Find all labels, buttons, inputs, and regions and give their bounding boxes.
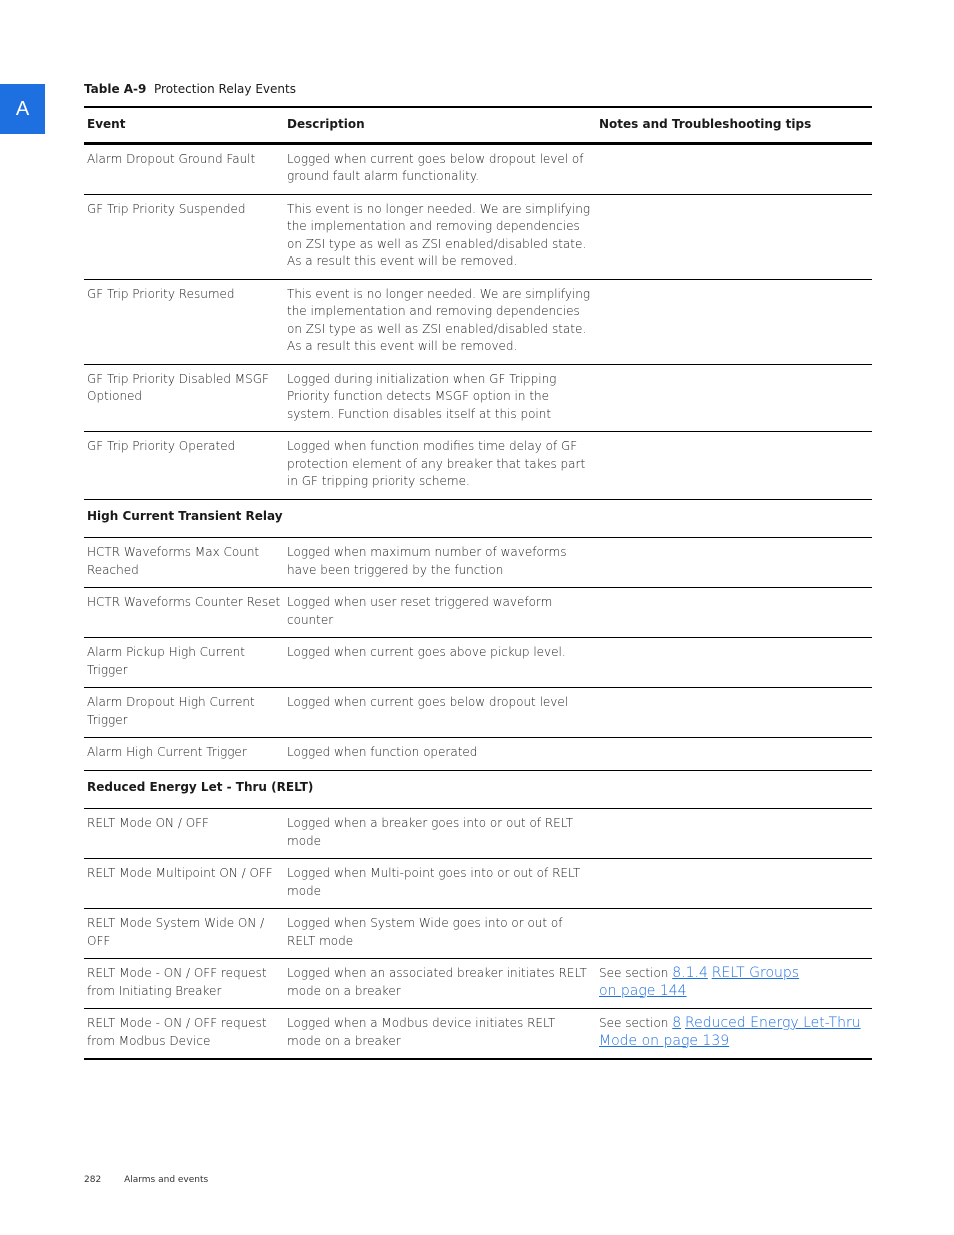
notes-prefix: See section <box>599 1016 669 1030</box>
table-caption <box>84 81 296 97</box>
description-cell: Logged when a breaker goes into or out of RELT mode <box>287 816 574 848</box>
description-cell: Logged when maximum number of waveforms have been triggered by the function <box>287 545 567 577</box>
event-cell: GF Trip Priority Disabled MSGF Optioned <box>87 371 269 403</box>
description-cell: This event is no longer needed. We are simplifying the implementation and removing dependencies on ZSI type as well as ZSI enabled/disabled state. As a result this event will be removed. <box>287 201 591 268</box>
event-cell: GF Trip Priority Suspended <box>87 201 246 216</box>
notes-cell <box>596 588 872 638</box>
section-title-link[interactable]: Reduced Energy Let-Thru <box>685 1015 861 1031</box>
notes-cell <box>596 738 872 771</box>
table-row <box>84 279 872 364</box>
table-header-row <box>84 107 872 143</box>
notes-cell <box>596 1009 872 1060</box>
notes-cell <box>596 688 872 738</box>
event-cell: Alarm Dropout Ground Fault <box>87 151 256 166</box>
notes-cell <box>596 909 872 959</box>
description-cell: Logged when Multi-point goes into or out of RELT mode <box>287 866 581 898</box>
event-cell: RELT Mode Multipoint ON / OFF <box>87 866 273 880</box>
description-cell: Logged when a Modbus device initiates RELT mode on a breaker <box>287 1016 556 1048</box>
table-row <box>84 588 872 638</box>
table-row <box>84 638 872 688</box>
event-cell: GF Trip Priority Operated <box>87 439 236 453</box>
event-cell: RELT Mode ON / OFF <box>87 816 209 830</box>
section-title-link[interactable]: RELT Groups <box>711 965 800 981</box>
table-row <box>84 738 872 771</box>
notes-cell <box>596 538 872 588</box>
notes-cell <box>596 432 872 500</box>
section-header-row <box>84 770 872 809</box>
event-cell: RELT Mode System Wide ON / OFF <box>87 916 265 948</box>
table-row <box>84 959 872 1009</box>
event-cell: HCTR Waveforms Max Count Reached <box>87 545 260 577</box>
table-row <box>84 909 872 959</box>
table-row <box>84 364 872 432</box>
section-number-link[interactable]: 8 <box>672 1015 682 1031</box>
header-event: Event <box>87 117 126 131</box>
description-cell: Logged when current goes below dropout level of ground fault alarm functionality. <box>287 151 584 183</box>
notes-cell <box>596 194 872 279</box>
notes-cell <box>596 279 872 364</box>
page-footer <box>84 1175 208 1185</box>
notes-cell <box>596 638 872 688</box>
description-cell: Logged when current goes below dropout level <box>287 695 569 709</box>
notes-cell <box>596 859 872 909</box>
notes-cell <box>596 809 872 859</box>
description-cell: Logged when user reset triggered waveform counter <box>287 595 553 627</box>
table-row <box>84 688 872 738</box>
notes-cell <box>596 959 872 1009</box>
table-caption-label: Table A-9 <box>84 82 147 96</box>
event-cell: RELT Mode - ON / OFF request from Modbus Device <box>87 1016 267 1048</box>
description-cell: This event is no longer needed. We are simplifying the implementation and removing dependencies on ZSI type as well as ZSI enabled/disabled state. As a result this event will be removed. <box>287 286 591 353</box>
header-description: Description <box>287 117 365 131</box>
table-row <box>84 432 872 500</box>
footer-section: Alarms and events <box>124 1175 209 1185</box>
section-title: Reduced Energy Let - Thru (RELT) <box>87 779 314 794</box>
description-cell: Logged when an associated breaker initiates RELT mode on a breaker <box>287 966 587 998</box>
table-row <box>84 538 872 588</box>
table-row <box>84 809 872 859</box>
table-row <box>84 859 872 909</box>
table-caption-title: Protection Relay Events <box>154 82 296 96</box>
description-cell: Logged during initialization when GF Tripping Priority function detects MSGF option in the system. Function disables itself at this point <box>287 371 557 421</box>
section-number-link[interactable]: 8.1.4 <box>672 965 708 981</box>
event-cell: HCTR Waveforms Counter Reset <box>87 595 281 609</box>
event-cell: GF Trip Priority Resumed <box>87 286 235 301</box>
appendix-tab-marker: A <box>0 84 45 134</box>
event-cell: Alarm Pickup High Current Trigger <box>87 645 245 677</box>
description-cell: Logged when System Wide goes into or out of RELT mode <box>287 916 563 948</box>
page-reference-link[interactable]: Mode on page 139 <box>599 1032 730 1049</box>
notes-cell <box>596 143 872 194</box>
description-cell: Logged when function operated <box>287 745 478 759</box>
event-cell: Alarm Dropout High Current Trigger <box>87 695 255 727</box>
description-cell: Logged when function modifies time delay of GF protection element of any breaker that takes part in GF tripping priority scheme. <box>287 439 586 488</box>
event-cell: Alarm High Current Trigger <box>87 745 247 759</box>
protection-relay-events-table <box>84 106 872 1060</box>
table-row <box>84 1009 872 1060</box>
table-row <box>84 194 872 279</box>
description-cell: Logged when current goes above pickup level. <box>287 645 566 659</box>
notes-cell <box>596 364 872 432</box>
page-reference-link[interactable]: on page 144 <box>599 982 687 999</box>
section-title: High Current Transient Relay <box>87 508 283 523</box>
table-row <box>84 143 872 194</box>
section-header-row <box>84 499 872 538</box>
page-number: 282 <box>84 1175 102 1185</box>
header-notes: Notes and Troubleshooting tips <box>599 117 812 131</box>
event-cell: RELT Mode - ON / OFF request from Initiating Breaker <box>87 966 267 998</box>
notes-prefix: See section <box>599 966 669 980</box>
